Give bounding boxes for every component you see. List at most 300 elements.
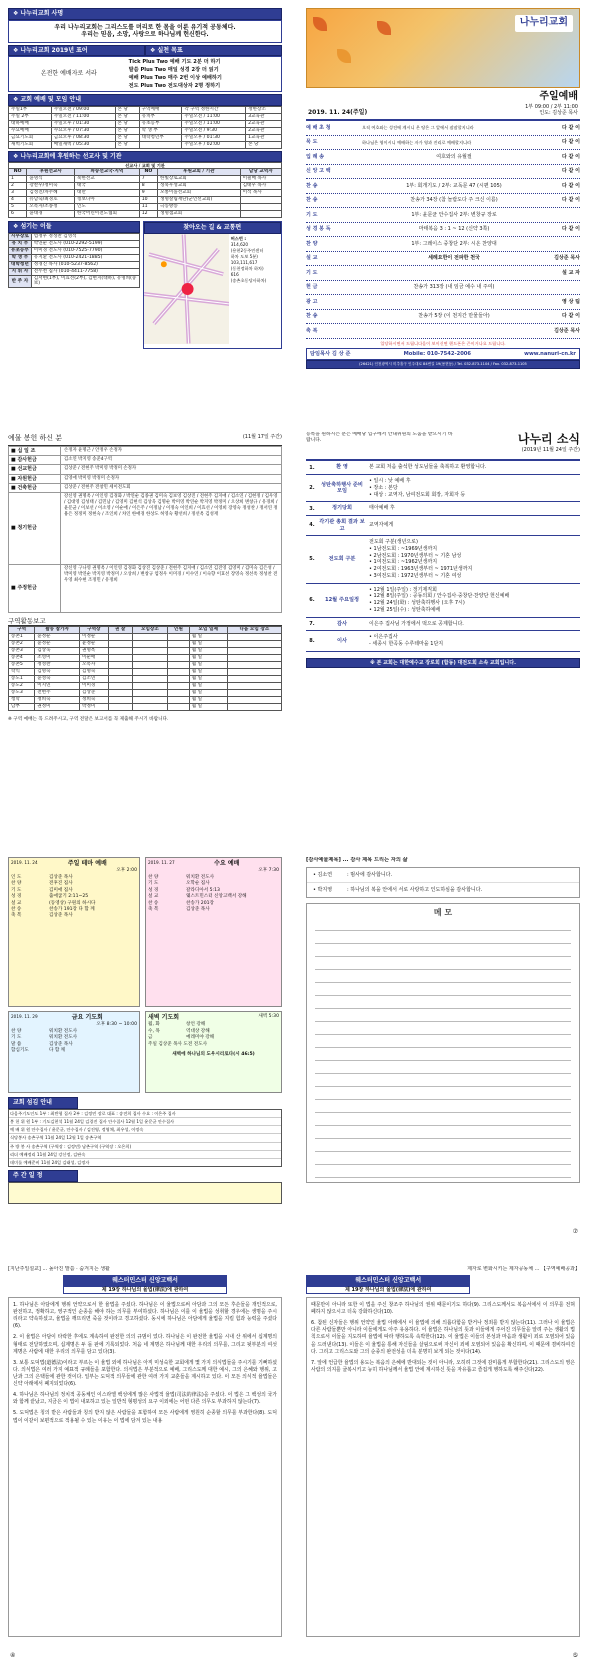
- item-leader: 다 같 이: [562, 124, 580, 131]
- column-header: 활동 참가자: [35, 627, 80, 634]
- staff-table: [8, 233, 140, 288]
- cell: 월 일: [189, 704, 227, 711]
- cell: 윤성숙: [35, 676, 80, 683]
- cell: 유치부: [139, 113, 182, 120]
- offering-type: ■ 선교헌금: [9, 465, 61, 473]
- paragraph: 5. 도덕법은 칭의 받은 사람들과 칭의 받지 않은 사람들을 포함하여 모든 사람에게 영원히 순종할 의무를 부과한다(8). 도덕법이 이같이 보편적으로 적용될 수 있는 이유는 이 법에 담겨 있는 내용: [13, 1410, 277, 1424]
- cell: [108, 669, 132, 676]
- paragraph: 2. 이 율법은 아담이 타락한 후에도 계속하여 완전한 의의 규범이 었다. 하나님은 이 완전한 율법을 시내 산 위에서 십계명의 형태로 전달하였으며, 십계명은 두 돌 판에 기록되었다. 처음 네 계명은 하나님께 대한 우리의 의무를, 그리고 뒷부분의 여섯 계명은 사람에 대한 우리의 의무를 담고 있다(3).: [13, 1334, 277, 1355]
- offering-type: ■ 감사헌금: [9, 456, 61, 464]
- cell: 이정순: [80, 634, 109, 641]
- list-item: [306, 179, 580, 194]
- cell: 4: [9, 197, 27, 204]
- duty-row: 식당봉사 송촌구역 11월 24일 12월 1일 송촌구역: [9, 1134, 281, 1142]
- card-time: 오후 8:30 ~ 10:00: [96, 1022, 137, 1028]
- map-title: 찾아오는 길 & 교통편: [144, 222, 281, 234]
- bus-line: 103,111,617: [230, 260, 258, 266]
- cell: 김소연: [80, 676, 109, 683]
- cell: 김서현(1부), 이효선(2부), 김현지(대하), 유명희(중보): [31, 275, 139, 287]
- list-item: [9, 493, 281, 565]
- cell: 주일오후 / 01:30: [182, 134, 246, 141]
- person: 김상준 목사: [186, 906, 210, 912]
- offering-names: 김상준 / 전현주 전창민 세이전도회: [64, 484, 131, 490]
- topic: 예레미야 강해: [186, 1035, 215, 1041]
- list-item: [306, 165, 580, 180]
- cell: [108, 641, 132, 648]
- method-title: ❖ 실천 목표: [145, 45, 282, 57]
- item-content: 1부: 윤문균 안수집사 2부: 변창규 장로: [411, 211, 497, 218]
- cell: 유 치 부: [9, 240, 32, 247]
- item-title: 환 영: [336, 464, 348, 471]
- cell: 모퉁이돌선교회: [158, 190, 241, 197]
- cell: 생명살림재단(군인선교회): [158, 197, 241, 204]
- item-label: 기 도: [306, 211, 318, 218]
- role: 성 경: [11, 894, 22, 900]
- cell: 정한장소: [246, 106, 282, 113]
- cell: 송촌4: [9, 655, 35, 662]
- role: 찬 송: [11, 906, 22, 912]
- item-leader: 설 교 자: [562, 269, 580, 276]
- cell: [168, 669, 190, 676]
- bus-line: 하차 도보 5분): [230, 254, 258, 260]
- cell: [132, 683, 167, 690]
- cell: 정희숙: [80, 697, 109, 704]
- item-label: 기 도: [306, 269, 318, 276]
- pastor-bar: [306, 348, 580, 361]
- cell: 송촌1: [9, 634, 35, 641]
- item-number: 3.: [309, 505, 315, 512]
- table-row: [9, 197, 282, 204]
- cell: [139, 141, 182, 148]
- cell: 금요오후 / 08:30: [51, 134, 115, 141]
- cell: 2교육관: [246, 127, 282, 134]
- cell: [132, 690, 167, 697]
- bus-line: (동천정하차 하차): [230, 266, 264, 272]
- column-header: 담당 교역자: [240, 169, 281, 176]
- cell: [132, 662, 167, 669]
- offering-type: ■ 건축헌금: [9, 484, 61, 492]
- item-leader: 다 같 이: [562, 197, 580, 204]
- item-leader: 다 같 이: [562, 182, 580, 189]
- bus-line: (용현2동주민센터: [230, 247, 264, 253]
- catechism-subtitle: 제 19장 하나님의 율법(律法)에 관하여: [63, 1287, 227, 1294]
- bus-info: [229, 234, 281, 344]
- item-label: 성 경 봉 독: [306, 226, 331, 233]
- column-header: 후원교회 / 기관: [158, 169, 241, 176]
- list-item: [306, 150, 580, 165]
- list-item: [306, 618, 580, 632]
- column-header: 다음 모임 장소: [227, 627, 281, 634]
- cell: 주일오후 / 02:00: [182, 141, 246, 148]
- cell: [108, 634, 132, 641]
- list-item: [306, 136, 580, 151]
- offering-names: 강신영 구나영 권명옥 / 이인영 김경화 김상진 김상준 / 전현주 김지애 / 김소연 김진영 김영미 / 김미숙 김은성 / 박미영 박연순 박지영 박정미 / 오상희 / 변창규 염정우 이미경 / 이수연 / 이숙향 이효선 장영숙 정선옥 정성찬 전우영 최수현 조정민 / 유정희: [64, 566, 278, 583]
- list-item: [306, 631, 580, 652]
- column-header: 후원선교사: [27, 169, 75, 176]
- item-label: 신 앙 고 백: [306, 168, 331, 175]
- cell: 5: [9, 204, 27, 211]
- duty-title: 교회 섬김 안내: [8, 1097, 78, 1109]
- offering-names: 손정자 윤명근 / 안정우 손정자: [64, 447, 122, 453]
- offering-date: (11월 17일 주간): [242, 434, 282, 440]
- cell: 학 생 부: [139, 127, 182, 134]
- offering-type: ■ 십 일 조: [9, 447, 61, 455]
- wednesday-service-card: [145, 857, 282, 1007]
- cell: [168, 634, 190, 641]
- item-leader: 다 같 이: [562, 168, 580, 175]
- item-content: 1부: 회개기도 / 2부: 교독문 47 (시편 105): [406, 182, 502, 189]
- cell: 구역예배: [139, 106, 182, 113]
- cell: 3: [9, 190, 27, 197]
- cell: [132, 697, 167, 704]
- cell: 청학: [9, 697, 35, 704]
- cell: [132, 669, 167, 676]
- cell: 김상준: [80, 690, 109, 697]
- item-title: 감사: [336, 620, 348, 627]
- item-content: 전도회 구분(생년으로) • 1남전도회 : ~1969년생까지 • 2남전도회 : 1970년생부터 ~ 기혼 남성 • 1여전도회 : ~1962년생까지 • 2여전도회 : 1963년생부터 ~ 1971년생까지 • 3여전도회 : 1972년생부터 ~ 기혼 여성: [369, 539, 473, 579]
- page-number: ⑤: [572, 1651, 578, 1659]
- cell: [240, 204, 281, 211]
- cell: [168, 683, 190, 690]
- item-leader: 영 상 팀: [562, 298, 580, 305]
- cell: 남부: [9, 704, 35, 711]
- cell: [168, 662, 190, 669]
- method-item: 예배 Plus Two 매주 2번 이상 예배하기: [128, 75, 222, 81]
- table-row: [9, 662, 282, 669]
- cell: 한국어린이전도협회: [75, 211, 140, 218]
- cell: 유초등부: [9, 247, 32, 254]
- method-item: 말씀 Plus Two 매일 성경 2장 더 읽기: [128, 66, 219, 73]
- table-row: [9, 275, 140, 287]
- cell: 7: [139, 176, 157, 183]
- item-number: 7.: [309, 620, 315, 627]
- mission-table: [8, 168, 282, 218]
- cell: 윤명식: [27, 176, 75, 183]
- cell: 대만: [75, 190, 140, 197]
- vision-box: [8, 20, 282, 43]
- sermon-header: [지난주일설교] ... 높아진 말씀 · 숨겨지는 생활: [8, 1266, 110, 1272]
- cell: 각 구역 정한시간: [182, 106, 246, 113]
- list-item: [306, 194, 580, 209]
- role: 기 도: [148, 881, 159, 887]
- cell: 월 일: [189, 634, 227, 641]
- item-content: 오직 여호와는 성전에 계시니 온 땅은 그 앞에서 잠잠할지니라: [362, 125, 474, 131]
- cell: 김태우 목사: [240, 183, 281, 190]
- item-label: 설 교: [306, 255, 318, 262]
- item-leader: 다 같 이: [562, 153, 580, 160]
- item-title: 이사: [336, 637, 348, 644]
- role: 축 복: [11, 913, 22, 919]
- cell: 북한선교: [75, 176, 140, 183]
- column-header: 구역: [9, 627, 35, 634]
- group-footer-note: ※ 구역 예배는 꼭 드려주시고, 구역 전달은 보고서를 꼭 제출해 주시기 바랍니다.: [8, 717, 169, 723]
- weekly-schedule-box: [8, 1182, 282, 1204]
- bulletin-page-7: [8, 1266, 282, 1661]
- order-of-worship: [306, 119, 580, 339]
- church-address: (26421) 인천광역시 미추홀구 인주대로 84번길 19(용현동) / Tel. 032-873-1104 / Fax. 032-873-1105: [306, 360, 580, 368]
- cell: 극동방송: [158, 204, 241, 211]
- cell: 학익: [9, 669, 35, 676]
- person: (동영상) 구원의 하시다: [49, 900, 96, 906]
- maple-leaf-icon: [377, 21, 391, 35]
- cell: 오복자/조종정: [27, 204, 75, 211]
- role: 축 복: [148, 906, 159, 912]
- item-content: 교역자에게: [369, 522, 394, 529]
- item-number: 1.: [309, 464, 315, 471]
- thanks-box: [306, 867, 580, 899]
- role: 설 교: [11, 900, 22, 906]
- table-row: [9, 641, 282, 648]
- list-item: [9, 475, 281, 484]
- list-item: [306, 324, 580, 339]
- cell: 학 생 부: [9, 254, 32, 261]
- cell: [108, 655, 132, 662]
- cell: 월 일: [189, 683, 227, 690]
- cell: [240, 211, 281, 218]
- list-item: [306, 237, 580, 252]
- bulletin-page-5: [8, 857, 282, 1237]
- cell: 김상욱: [35, 648, 80, 655]
- cell: 주일오전 / 11:00: [182, 120, 246, 127]
- cell: 송도2: [9, 683, 35, 690]
- column-header: NO: [9, 169, 27, 176]
- role: 말 씀: [11, 1041, 22, 1047]
- cell: [108, 676, 132, 683]
- duty-row: 주 방 봉 사 송촌구역 (구역장 : 김정민) 남촌구역 (구역장 : 오은희): [9, 1143, 281, 1151]
- cell: 조영미: [35, 655, 80, 662]
- item-title: 12월 주요일정: [324, 596, 360, 603]
- list-item: [306, 295, 580, 310]
- person: 찬송가 191장 다 함 께: [49, 906, 95, 912]
- cell: 박연순 전도사 (010-2292-5199): [31, 240, 139, 247]
- table-row: [9, 704, 282, 711]
- service-leader: 인도: 김상준 목사: [539, 109, 578, 116]
- vision-text-1: 우리 나누리교회는 그리스도를 머리로 한 몸을 이룬 유기적 공동체다.: [54, 23, 236, 31]
- offering-names: 김소연 박지영 송준4구역: [64, 457, 112, 462]
- duty-section: [8, 1097, 282, 1204]
- list-item: [9, 456, 281, 465]
- table-row: [9, 141, 282, 148]
- table-row: [9, 676, 282, 683]
- item-content: 하나님은 영이시니 예배하는 자가 영과 진리로 예배할지니라: [362, 139, 472, 145]
- memo-title: 메 모: [433, 908, 453, 917]
- cell: 월 일: [189, 690, 227, 697]
- service-times: 1부 09:00 / 2부 11:00: [525, 103, 578, 110]
- list-item: [306, 475, 580, 502]
- table-row: [9, 697, 282, 704]
- list-item: [307, 883, 579, 897]
- paragraph: 6. 참된 신자들은 행위 언약인 율법 아래에서 이 율법에 의해 의롭다함을 받거나 정죄를 받지 않는다(11). 그러나 이 율법은 다른 사람들뿐만 아니라 이들에게도 아주 유용하다. 이 율법은 하나님의 뜻과 이들에게 주어진 의무들을 알려 주는 생활의 법칙으로서 이들을 지도하며 율법에 따라 행하도록 속박한다(12). 이 율법은 이들의 본성과 마음과 생활이 죄로 오염되어 있음을 드러낸다(13). 이들은 이 율법을 통해 자신들을 살핌으로써 자신이 죄에 오염되어 있음을 확신하며, 이 때문에 겸비하여진다. 그리고 그리스도와 그의 순종의 완전성을 더욱 분명히 보게 되는 것이다(14).: [311, 1320, 575, 1355]
- cell: [227, 648, 281, 655]
- cell: 매일새벽 / 05:30: [51, 141, 115, 148]
- cell: 김명숙: [35, 669, 80, 676]
- website-link[interactable]: www.nanuri-cn.kr: [524, 350, 576, 357]
- list-item: [9, 465, 281, 474]
- registration-note: 등록을 원하시는 분은 예배당 입구에서 안내위원의 도움을 받으시기 바랍니다.: [306, 432, 453, 443]
- cell: 김명숙: [80, 669, 109, 676]
- offering-list: [8, 446, 282, 613]
- item-leader: 김상준 목사: [554, 255, 580, 262]
- role: 성 경: [148, 887, 159, 893]
- duty-row: 예 배 위 원 안수집사 / 윤문균, 안수집사 / 김진영, 정영채, 최우성, 이정숙: [9, 1126, 281, 1134]
- cell: 인도: [75, 204, 140, 211]
- cell: 본 당: [115, 127, 139, 134]
- item-title: 전도회 구분: [328, 556, 356, 562]
- cell: [168, 690, 190, 697]
- card-date: 2019. 11. 27: [148, 860, 175, 865]
- cell: 9: [139, 190, 157, 197]
- pastor-name: 담임목사 김 상 준: [310, 350, 351, 357]
- person: 갈라디아서 5:13: [186, 887, 220, 893]
- goal-text: 온전한 예배자로 서라: [40, 70, 97, 78]
- catechism-subtitle: 제 19장 하나님의 율법(律法)에 관하여: [306, 1287, 470, 1294]
- vision-title: ❖ 나누리교회 사명: [8, 8, 282, 20]
- cell: 윤정순: [80, 641, 109, 648]
- cell: [108, 662, 132, 669]
- cell: 11: [139, 204, 157, 211]
- table-row: [9, 669, 282, 676]
- item-number: 6.: [309, 596, 315, 603]
- cell: [227, 655, 281, 662]
- cell: 2교육관: [246, 120, 282, 127]
- card-title: 수요 예배: [214, 860, 240, 867]
- vision-text-2: 우리는 믿음, 소망, 사랑으로 하나님께 헌신한다.: [81, 31, 209, 38]
- list-item: [307, 868, 579, 883]
- item-content: 찬송가 34장 (참 놀랍도다 주 크신 이름): [410, 197, 498, 204]
- table-row: [9, 634, 282, 641]
- thanks-title: [감사예물제목] ... 감사 제목 드리는 자의 삶: [306, 857, 408, 863]
- cell: 이석 목사: [240, 190, 281, 197]
- cell: 본 당: [115, 113, 139, 120]
- table-row: [9, 120, 282, 127]
- table-row: [9, 211, 282, 218]
- list-item: [306, 310, 580, 325]
- list-item: [148, 907, 279, 913]
- table-row: [9, 127, 282, 134]
- person: 김상준 목사: [49, 874, 73, 880]
- cell: 이미경: [80, 683, 109, 690]
- role: 찬 송: [148, 900, 159, 906]
- catechism-body: [8, 1297, 282, 1637]
- item-label: 광 고: [306, 298, 318, 305]
- cell: 송도3: [9, 690, 35, 697]
- cell: 월 일: [189, 655, 227, 662]
- cell: [132, 634, 167, 641]
- thanks-text: : 범사에 감사합니다.: [347, 871, 393, 878]
- list-item: [306, 266, 580, 281]
- item-content: 1부: 그레이스 중창단 2부: 시온 찬양대: [411, 240, 497, 247]
- table-row: [9, 655, 282, 662]
- thanks-name: • 김소연: [313, 871, 333, 878]
- cell: 3교육관: [246, 113, 282, 120]
- cell: 이미경 전도사 (010-7525-7790): [31, 247, 139, 254]
- paragraph: 7. 앞에 언급한 율법의 용도는 복음의 은혜에 반대되는 것이 아니라, 오히려 그것에 감미롭게 부합한다(21). 그리스도의 영은 사람의 의지를 굴복시키고 능히 하나님께서 율법 안에 계시하신 뜻을 자유롭고 즐겁게 행하도록 해주신다(22).: [311, 1359, 575, 1373]
- cell: 월 일: [189, 648, 227, 655]
- person: 김상준 목사: [49, 913, 73, 919]
- cell: [108, 704, 132, 711]
- item-label: 찬 양: [306, 240, 318, 247]
- method-item: Tick Plus Two 예배 기도 2분 더 하기: [128, 58, 221, 65]
- cell: [108, 697, 132, 704]
- card-title: 새벽 기도회: [148, 1014, 180, 1021]
- item-number: 4.: [309, 522, 315, 529]
- offering-type: ■ 주정헌금: [9, 565, 61, 612]
- person: 전후진 집사: [49, 881, 73, 887]
- cell: 수요오후 / 07:30: [51, 127, 115, 134]
- column-header: 구역장: [80, 627, 109, 634]
- person: 김상준 목사: [49, 1041, 73, 1047]
- cell: 12: [139, 211, 157, 218]
- schedule-table: [8, 106, 282, 149]
- bus-line: 616: [230, 272, 239, 278]
- item-content: • 12월 1일(주일) : 정기제직회 • 12월 8일(주일) : 공동의회 / 안수집사·중창단·찬양단 헌신예배 • 12월 24일(화) : 성탄축하행사 (오후 7시) • 12월 25일(수) : 성탄축하예배: [369, 586, 510, 613]
- cell: 주일오전 / 11:00: [51, 113, 115, 120]
- cell: 염정우 정성찬 김영석: [31, 233, 139, 240]
- card-title: 금요 기도회: [71, 1014, 103, 1021]
- duty-row: 리더 예배정리 11월 24일 강신정, 김판숙: [9, 1151, 281, 1159]
- cell: [227, 697, 281, 704]
- cover-banner: [306, 8, 580, 88]
- dawn-weekly: 주일 김상준 목사 도전 전도사: [148, 1041, 208, 1047]
- offering-type: ■ 정기헌금: [9, 493, 61, 564]
- list-item: [306, 516, 580, 536]
- paragraph: 1. 하나님은 아담에게 행위 언약으로서 한 율법을 주셨다. 하나님은 이 율법으로써 아담과 그의 모든 후손들을 개인적으로, 완전하고, 정확하고, 영구적인 순종을 해야 하는 의무를 부여하셨다. 하나님은 이를 이 율법을 성취할 경우에는 생명을 주시리라고 약속하셨고, 율법을 깨뜨리면 죽을 것이라고 경고하셨다. 동시에 하나님은 아담에게 율법을 지킬 힘과 능력을 주셨다(6).: [13, 1302, 277, 1330]
- denomination-footer: ※ 본 교회는 대한예수교 장로회 (합동) 대전도회 소속 교회입니다.: [306, 658, 580, 668]
- cell: 금요기도회: [9, 134, 52, 141]
- phone-note: 입당하시면서 드립니다음이 보이신면 핸드폰은 끈이거나요 드립니다.: [380, 340, 506, 346]
- dawn-verse: 새벽에 하나님의 도우시리로다(시 46:5): [172, 1052, 255, 1058]
- list-item: [9, 447, 281, 456]
- group-report-title: 구역활동보고: [8, 617, 282, 626]
- cell: 전두천 집사 (010-4411-7758): [31, 268, 139, 275]
- mission-title: ❖ 나누리교회에 후원하는 선교사 및 기관: [8, 151, 282, 163]
- cell: 윤대경: [27, 211, 75, 218]
- list-item: [306, 502, 580, 516]
- cell: [227, 704, 281, 711]
- cell: 10: [139, 197, 157, 204]
- table-header-row: [9, 627, 282, 634]
- cell: 본 당: [115, 134, 139, 141]
- cell: 월 일: [189, 662, 227, 669]
- table-row: [9, 183, 282, 190]
- cell: 월 일: [189, 641, 227, 648]
- role: 기 도: [11, 1035, 22, 1041]
- cell: 유남숙/최경호: [27, 197, 75, 204]
- offering-type: ■ 자원헌금: [9, 475, 61, 483]
- table-row: [9, 247, 140, 254]
- thanks-name: • 박지영: [313, 886, 333, 893]
- item-label: 묵 도: [306, 139, 318, 146]
- sunday-service-card: [8, 857, 140, 1007]
- cell: 한빛장로교회: [158, 176, 241, 183]
- column-header: 권 찰: [108, 627, 132, 634]
- cell: 반 주 자: [9, 275, 32, 287]
- role: 인 도: [11, 874, 22, 880]
- item-leader: 다 같 이: [562, 313, 580, 320]
- bulletin-page-8: [306, 1266, 580, 1661]
- cell: 정성찬: [35, 662, 80, 669]
- cell: [168, 704, 190, 711]
- item-content: 찬송가 313장 (내 임금 예수 내 주여): [413, 284, 495, 291]
- cell: 유지환 전도사 (010-2421-1885): [31, 254, 139, 261]
- person: 오학순 집사: [186, 881, 210, 887]
- role: 합심기도: [11, 1048, 29, 1054]
- table-row: [9, 113, 282, 120]
- table-row: [9, 648, 282, 655]
- item-number: 2.: [309, 485, 315, 491]
- page-number: ④: [10, 1651, 16, 1659]
- cell: 주일 2부: [9, 113, 52, 120]
